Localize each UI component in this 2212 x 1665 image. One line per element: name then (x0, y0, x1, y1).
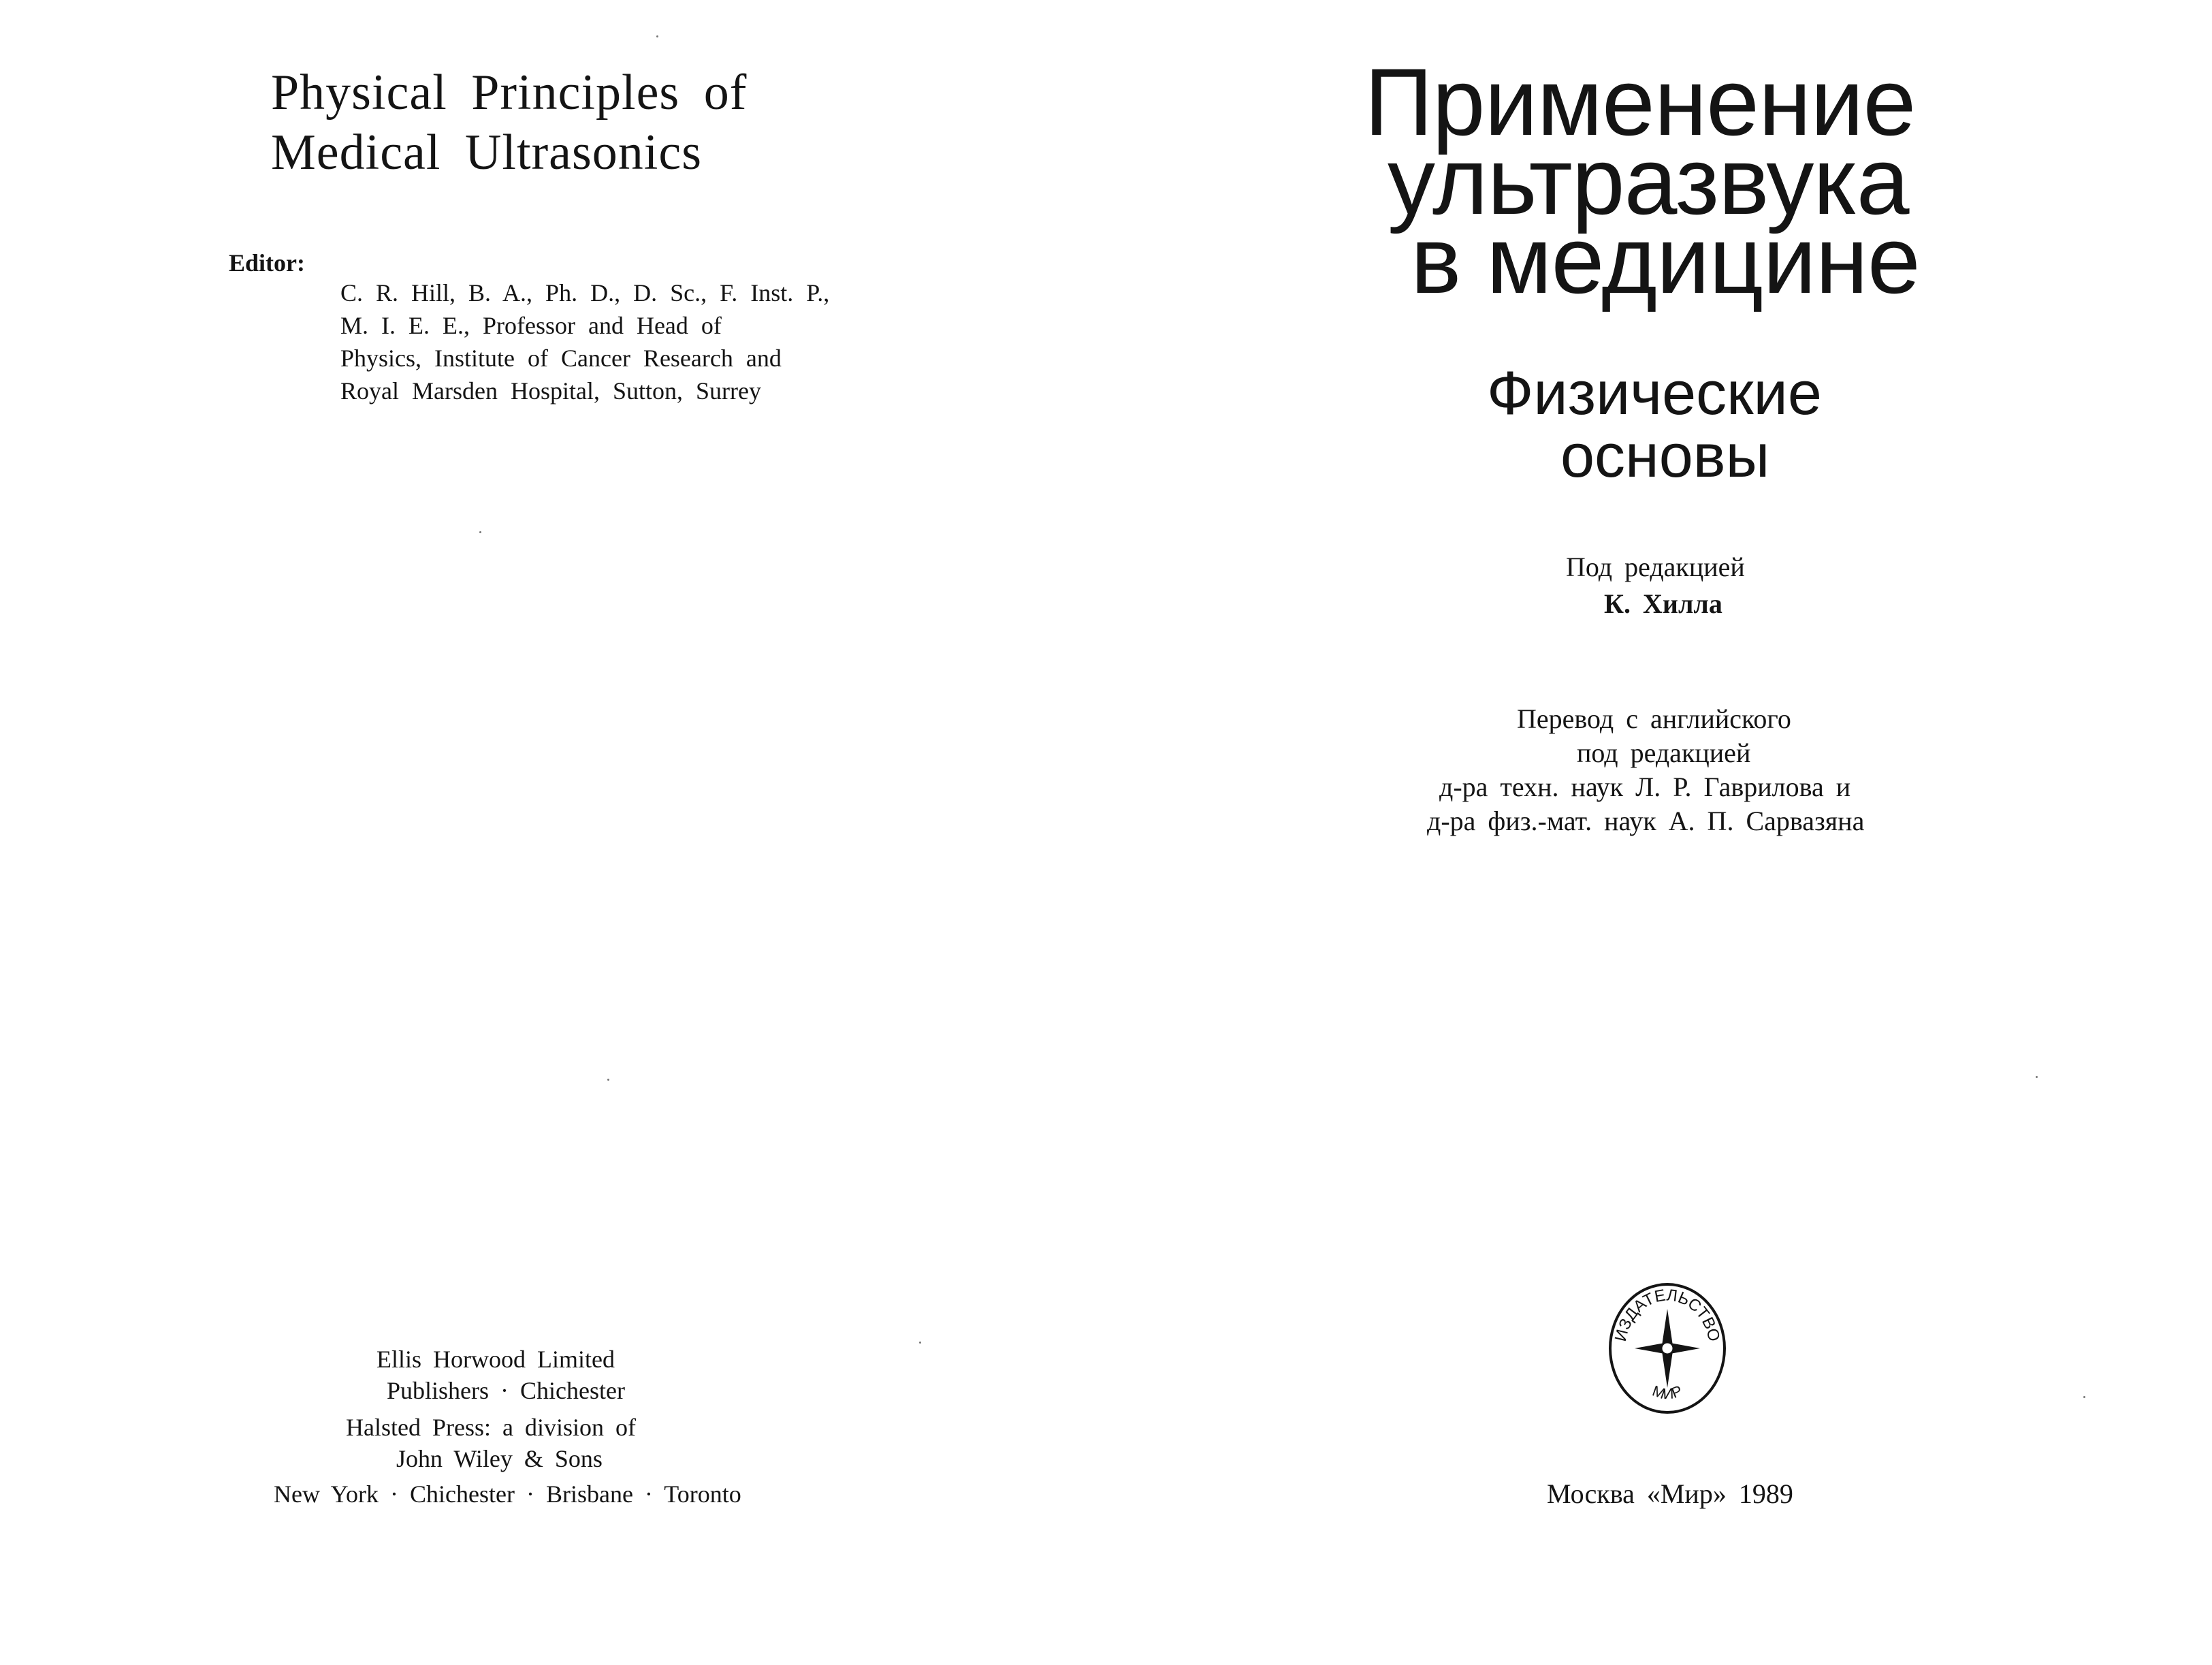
editor-line-1: C. R. Hill, B. A., Ph. D., D. Sc., F. Inst. P., (340, 279, 830, 306)
editor-line-4: Royal Marsden Hospital, Sutton, Surrey (340, 377, 761, 405)
original-title-line-2: Medical Ultrasonics (271, 125, 702, 180)
russian-title-line-2: ультразвука (1388, 127, 1909, 234)
russian-title-line-3: в медицине (1411, 206, 1920, 313)
translation-line-4: д-ра физ.-мат. наук А. П. Сарвазяна (1427, 806, 1865, 836)
translation-line-1: Перевод с английского (1517, 703, 1791, 734)
russian-subtitle-line-1: Физические (1487, 360, 1822, 428)
publisher-line-3: Halsted Press: a division of (346, 1414, 636, 1441)
publisher-line-5: New York · Chichester · Brisbane · Toronto (274, 1480, 741, 1508)
publisher-line-2: Publishers · Chichester (387, 1377, 625, 1404)
original-title-line-1: Physical Principles of (271, 65, 748, 121)
scan-speck (919, 1342, 921, 1344)
scan-speck (2083, 1396, 2085, 1398)
editor-line-2: M. I. E. E., Professor and Head of (340, 312, 722, 339)
russian-subtitle-line-2: основы (1560, 422, 1770, 490)
scan-speck (656, 35, 658, 37)
right-page (1106, 0, 2212, 1665)
publisher-line-4: John Wiley & Sons (396, 1445, 603, 1472)
publisher-line-1: Ellis Horwood Limited (376, 1346, 615, 1373)
editor-credentials (340, 276, 829, 407)
scan-speck (607, 1079, 609, 1081)
edited-by-line: Под редакцией (1566, 552, 1745, 582)
logo-ring-text: ИЗДАТЕЛЬСТВО (1611, 1286, 1724, 1344)
original-title (271, 63, 747, 183)
scan-speck (2036, 1076, 2038, 1078)
scan-speck (479, 531, 481, 533)
editor-label: Editor: (229, 249, 305, 276)
translation-line-3: д-ра техн. наук Л. Р. Гаврилова и (1439, 772, 1851, 802)
editor-name: К. Хилла (1604, 588, 1722, 619)
translation-line-2: под редакцией (1577, 738, 1751, 768)
compass-rose-icon (1635, 1309, 1700, 1388)
editor-line-3: Physics, Institute of Cancer Research and (340, 345, 782, 372)
russian-title-line-1: Применение (1364, 48, 1916, 155)
logo-bottom-text: МИР (1650, 1382, 1685, 1403)
russian-imprint: Москва «Мир» 1989 (1547, 1478, 1793, 1509)
publisher-logo (1606, 1280, 1729, 1416)
